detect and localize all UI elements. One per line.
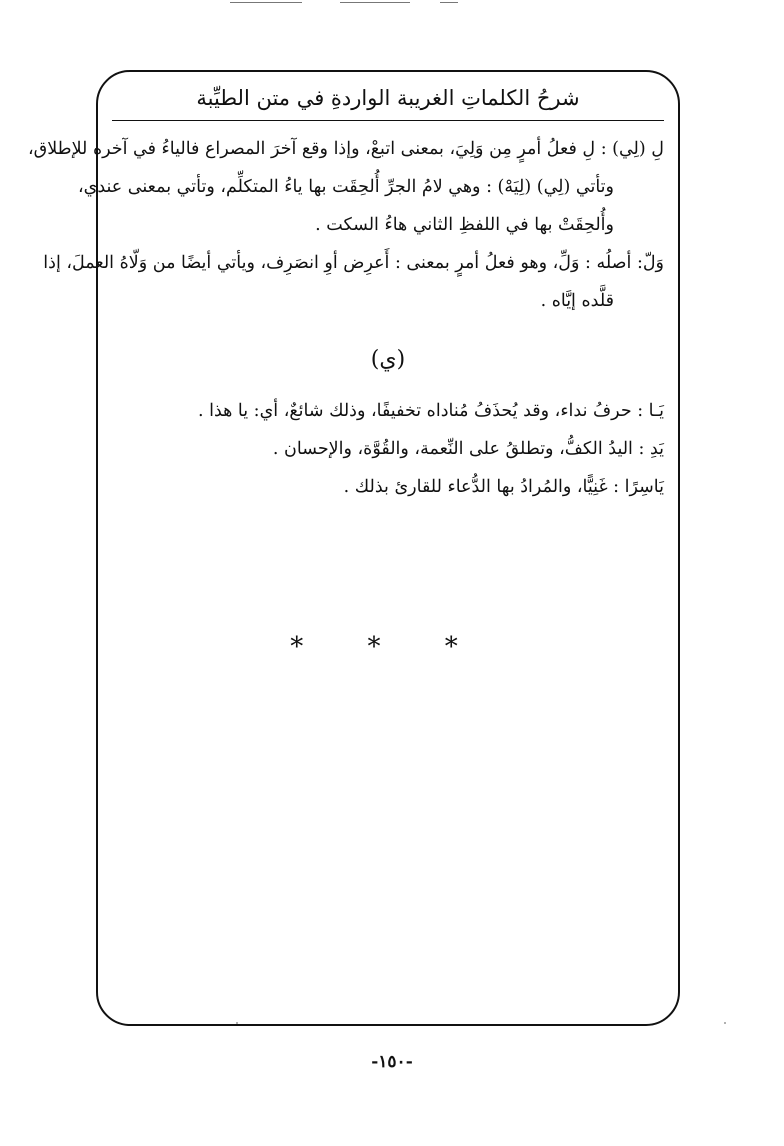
header-rule (112, 120, 664, 121)
entry-li-line-3: وأُلحِقَتْ بها في اللفظِ الثاني هاءُ السكت . (315, 215, 614, 235)
entry-li-line-1: لِ (لِي) : لِ فعلُ أمرٍ مِن وَلِيَ، بمعنى اتبعْ، وإذا وقع آخرَ المصراع فالياءُ في آخره للإطلاق، (28, 139, 664, 159)
page-number: -١٥٠- (371, 1052, 413, 1072)
page-frame (28, 70, 680, 1026)
edge-mark (340, 2, 410, 3)
body-text (28, 130, 664, 506)
scan-speck (236, 1022, 238, 1024)
section-heading-ya: (ي) (370, 347, 406, 372)
top-edge-marks (0, 2, 784, 8)
section-divider-stars: * * * (290, 632, 486, 662)
edge-mark (230, 2, 302, 3)
edge-mark (440, 2, 458, 3)
entry-ya: يَـا : حرفُ نداء، وقد يُحذَفُ مُناداه تخفيفًا، وذلك شائعٌ، أي: يا هذا . (197, 401, 664, 421)
entry-wall-line-1: وَلّ: أصلُه : وَلِّ، وهو فعلُ أمرٍ بمعنى : أَعرِض أوِ انصَرِف، ويأتي أيضًا من وَلّاهُ العملَ، إذا (43, 253, 664, 273)
entry-yadi: يَدِ : اليدُ الكفُّ، وتطلقُ على النِّعمة، والقُوَّة، والإحسان . (272, 439, 664, 459)
entry-wall-line-2: قلَّده إيَّاه . (540, 291, 614, 311)
running-header: شرحُ الكلماتِ الغريبة الواردةِ في متن الطيِّبة (196, 86, 580, 110)
entry-yasiran: يَاسِرًا : غَنِيًّا، والمُرادُ بها الدُّعاء للقارئ بذلك . (343, 477, 664, 497)
scan-speck (724, 1022, 726, 1024)
entry-li-line-2: وتأتي (لِي) (لِيَهْ) : وهي لامُ الجرِّ أُلحِقَت بها ياءُ المتكلِّم، وتأتي بمعنى عندي، (77, 177, 614, 197)
